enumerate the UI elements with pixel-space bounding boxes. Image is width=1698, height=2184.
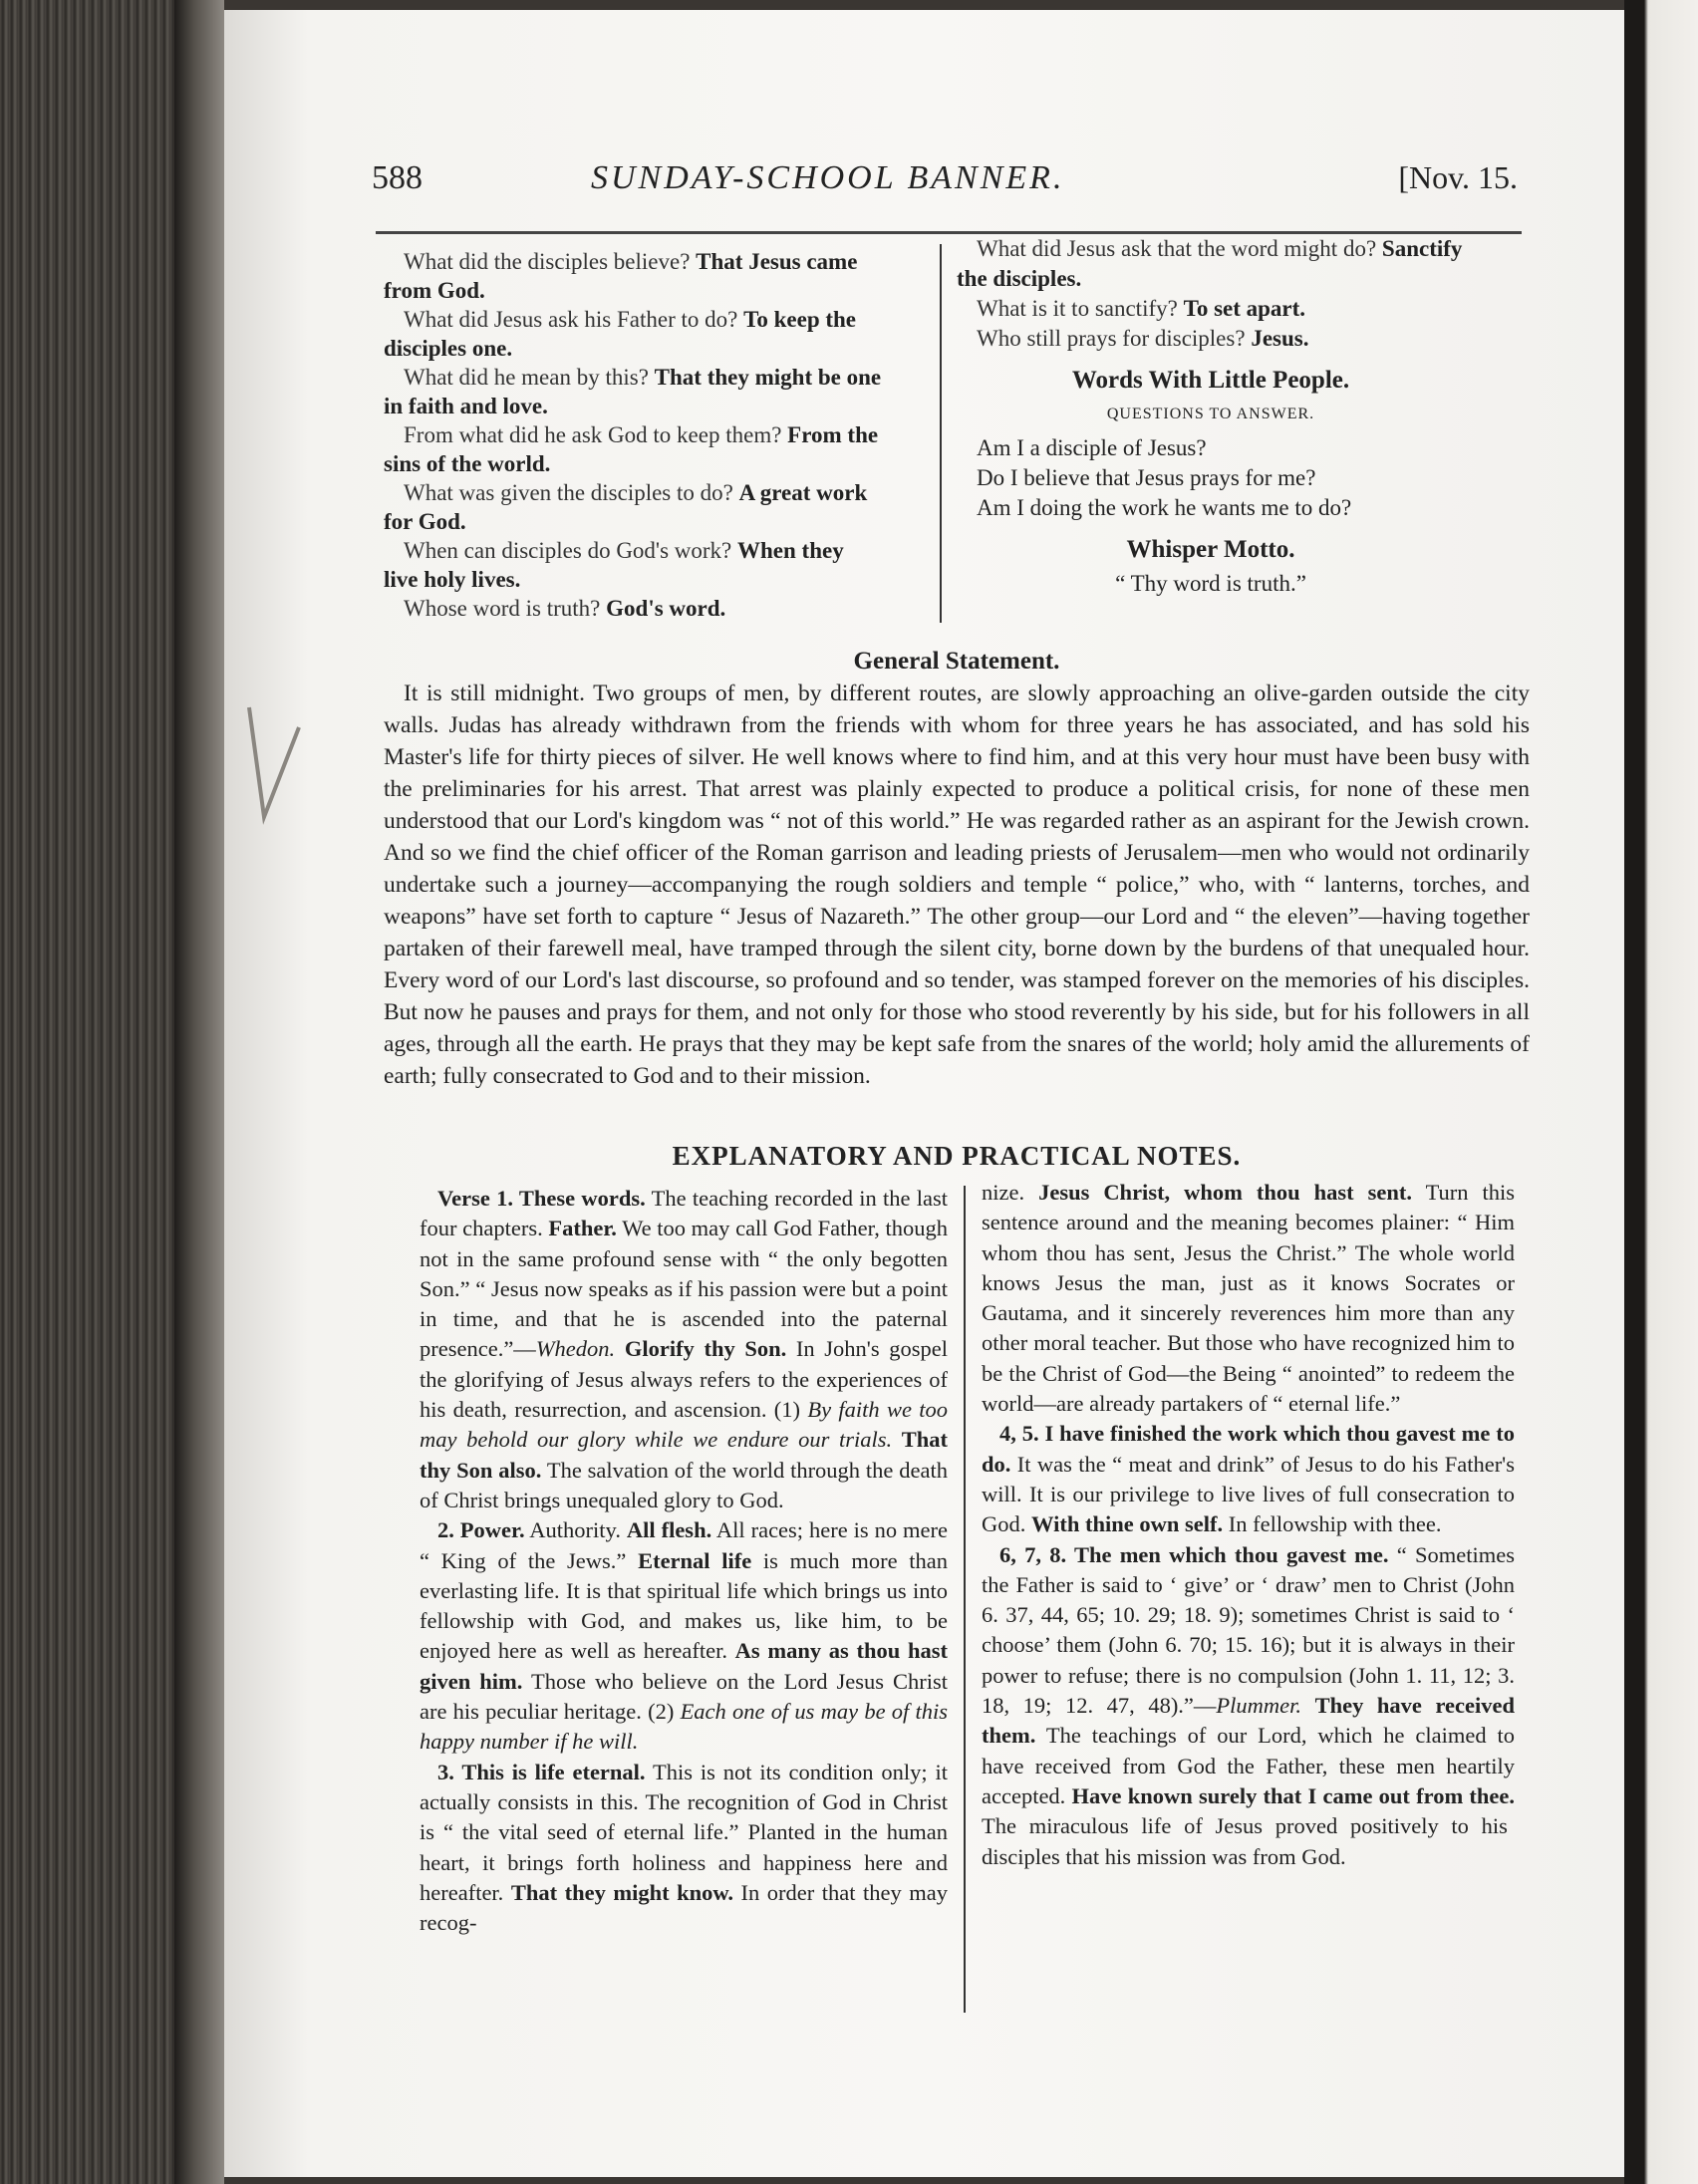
issue-date: [Nov. 15. — [1398, 159, 1518, 195]
note-keyword: Verse 1. These words. — [437, 1186, 646, 1211]
note-text: The teachings of our Lord, which he claimed to have received from God the Father, these men heartily accepted. — [982, 1723, 1515, 1808]
qa-item: What did he mean by this? That they might be one in faith and love. — [384, 365, 882, 418]
note-italic: Plummer. — [1216, 1693, 1302, 1719]
motto-text: “ Thy word is truth.” — [1115, 571, 1306, 596]
qa-item: From what did he ask God to keep them? From the sins of the world. — [384, 422, 879, 476]
journal-title: SUNDAY-SCHOOL BANNER. — [591, 159, 1065, 196]
child-question: Do I believe that Jesus prays for me? — [977, 465, 1316, 490]
note-keyword: Have known surely that I came out from thee. — [1071, 1782, 1516, 1808]
qa-item: What did Jesus ask that the word might do? Sanctify the disciples. — [957, 236, 1463, 291]
column-rule — [964, 1186, 966, 2013]
note-keyword: All flesh. — [626, 1517, 712, 1543]
note-text: In John's gospel the glorifying of Jesus always refers to the experiences of his death, resurrection, and ascension. (1) — [420, 1336, 948, 1423]
note-text: All races; here is no mere “ King of the Jews.” — [420, 1517, 948, 1573]
note-text — [615, 1336, 625, 1361]
book-page — [224, 10, 1624, 2177]
running-header — [372, 159, 1518, 219]
note-keyword: They have received them. — [982, 1693, 1515, 1749]
note-italic: Each one of us may be of this happy number if he will. — [420, 1699, 948, 1755]
note-text: Those who believe on the Lord Jesus Christ are his peculiar heritage. (2) — [420, 1668, 949, 1725]
questions-right-column — [957, 234, 1465, 599]
note-keyword: That they might know. — [510, 1879, 734, 1905]
page-gutter — [174, 0, 224, 2184]
note-keyword: Father. — [548, 1216, 617, 1241]
note-text: The teaching recorded in the last four chapters. — [420, 1186, 949, 1241]
note-keyword: As many as thou hast given him. — [420, 1638, 948, 1694]
note-text: is much more than everlasting life. It is that spiritual life which brings us into fellowship with God, and makes us, like him, to be enjoyed here as well as hereafter. — [420, 1547, 948, 1664]
qa-item: What did the disciples believe? That Jesus came from God. — [384, 249, 858, 303]
child-question: Am I doing the work he wants me to do? — [977, 495, 1352, 520]
note-text: In order that they may recog- — [420, 1879, 949, 1936]
note-paragraph — [420, 1515, 948, 1757]
little-people-heading: Words With Little People. — [1071, 367, 1350, 394]
notes-left-column — [420, 1184, 948, 1938]
note-keyword: Eternal life — [638, 1547, 752, 1573]
note-keyword: That thy Son also. — [420, 1427, 948, 1483]
note-text: We too may call God Father, though not in the same profound sense with “ the only begotten Son.” “ Jesus now speaks as if his passion were but a point in time, and that he is ascended into the paternal presence.”— — [420, 1216, 948, 1362]
note-italic: By faith we too may behold our glory while we endure our trials. — [420, 1397, 948, 1453]
note-text: The salvation of the world through the death of Christ brings unequaled glory to God. — [420, 1457, 948, 1512]
qa-item: What was given the disciples to do? A great work for God. — [384, 480, 868, 534]
note-text: In fellowship with thee. — [1223, 1511, 1442, 1537]
next-page-edge — [1624, 0, 1698, 2184]
column-rule — [940, 244, 942, 623]
note-paragraph — [420, 1184, 948, 1515]
note-text — [892, 1427, 902, 1452]
qa-item: Who still prays for disciples? Jesus. — [977, 326, 1309, 351]
note-keyword: 4, 5. I have finished the work which thou gavest me to do. — [982, 1421, 1515, 1477]
qa-item: When can disciples do God's work? When they live holy lives. — [384, 538, 844, 592]
questions-left-column — [384, 247, 882, 623]
note-text: It was the “ meat and drink” of Jesus to do his Father's will. It is our privilege to live lives of full consecration to God. — [982, 1451, 1515, 1537]
note-paragraph — [982, 1540, 1515, 1872]
note-paragraph — [982, 1419, 1515, 1539]
note-text: Turn this sentence around and the meaning becomes plainer: “ Him whom thou has sent, Jesus the Christ.” The whole world knows Jesus the man, just as it knows Socrates or Gautama, and it sincerely reverences him more than any other moral teacher. But those who have recognized him to be the Christ of God—the Being “ anointed” to redeem the world—are already partakers of “ eternal life.” — [982, 1180, 1515, 1417]
qa-item: Whose word is truth? God's word. — [404, 596, 726, 621]
note-paragraph — [420, 1758, 948, 1939]
notes-heading: EXPLANATORY AND PRACTICAL NOTES. — [672, 1141, 1242, 1171]
note-keyword: Jesus Christ, whom thou hast sent. — [1038, 1180, 1412, 1205]
note-keyword: With thine own self. — [1031, 1511, 1224, 1537]
note-keyword: 6, 7, 8. The men which thou gavest me. — [999, 1541, 1389, 1567]
note-text: The miraculous life of Jesus proved positively to his disciples that his mission was from God. — [982, 1813, 1508, 1869]
note-keyword: 2. Power. — [437, 1517, 525, 1543]
note-text — [1301, 1693, 1315, 1718]
note-keyword: Glorify thy Son. — [624, 1336, 787, 1362]
note-text: This is not its condition only; it actually consists in this. The recognition of God in Christ is “ the vital seed of eternal life.” Planted in the human heart, it brings forth holiness and happiness here and hereafter. — [420, 1759, 949, 1905]
pencil-mark — [244, 687, 304, 827]
note-keyword: 3. This is life eternal. — [437, 1759, 646, 1784]
notes-right-column — [982, 1178, 1515, 1872]
child-question: Am I a disciple of Jesus? — [977, 435, 1207, 460]
note-text: nize. — [982, 1180, 1039, 1205]
note-text: Authority. — [524, 1517, 627, 1543]
note-paragraph — [982, 1178, 1515, 1419]
motto-heading: Whisper Motto. — [1126, 536, 1295, 563]
note-text: “ Sometimes the Father is said to ‘ give’ or ‘ draw’ men to Christ (John 6. 37, 44, 65; 10. 29; 18. 9); sometimes Christ is said to ‘ choose’ them (John 6. 70; 15. 16); but it is always in their power to refuse; there is no compulsion (John 1. 11, 12; 3. 18, 19; 12. 47, 48).”— — [982, 1541, 1515, 1719]
note-italic: Whedon. — [535, 1336, 616, 1362]
general-statement-body: It is still midnight. Two groups of men, by different routes, are slowly approaching an olive-garden outside the city walls. Judas has already withdrawn from the friends with whom for three years he has associated, and has sold his Master's life for thirty pieces of silver. He well knows where to find him, and at this very hour must have been busy with the preliminaries for his arrest. That arrest was plainly expected to produce a political crisis, for none of these men understood that our Lord's kingdom was “ not of this world.” He was regarded rather as an aspirant for the Jewish crown. And so we find the chief officer of the Roman garrison and leading priests of Jerusalem—men who would not ordinarily undertake such a journey—accompanying the rough soldiers and temple “ police,” who, with “ lanterns, torches, and weapons” have set forth to capture “ Jesus of Nazareth.” The other group—our Lord and “ the eleven”—having together partaken of their farewell meal, have tramped through the silent city, borne down by the burdens of that unequaled hour. Every word of our Lord's last discourse, so profound and so tender, was stamped forever on the memories of his disciples. But now he pauses and prays for them, and not only for those who stood reverently by his side, but for his followers in all ages, through all the earth. He prays that they may be kept safe from the snares of the world; holy amid the allurements of earth; fully consecrated to God and to their mission. — [384, 681, 1530, 1089]
qa-item: What is it to sanctify? To set apart. — [977, 296, 1306, 321]
book-binding — [0, 0, 174, 2184]
general-statement-heading: General Statement. — [853, 648, 1060, 675]
questions-subheading: QUESTIONS TO ANSWER. — [1106, 406, 1315, 422]
page-number: 588 — [372, 159, 423, 196]
qa-item: What did Jesus ask his Father to do? To keep the disciples one. — [384, 307, 857, 361]
